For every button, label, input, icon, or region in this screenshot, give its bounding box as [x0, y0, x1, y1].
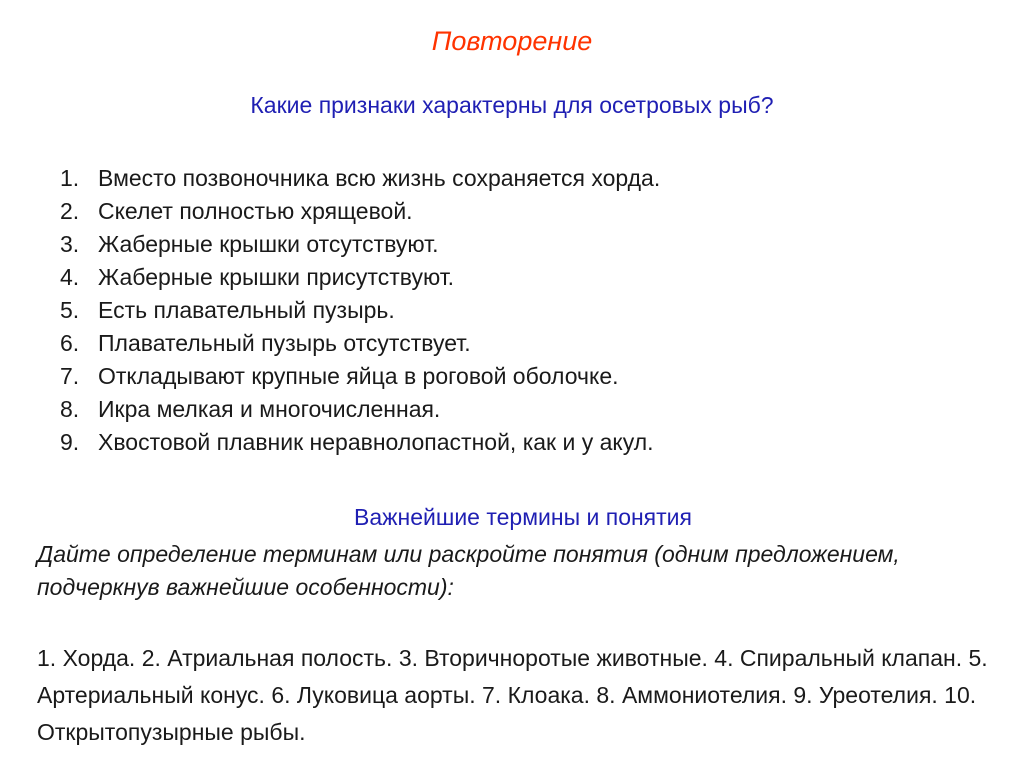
item-number: 2.	[60, 198, 80, 224]
list-item	[60, 162, 660, 195]
traits-list	[60, 162, 660, 459]
list-item	[60, 360, 660, 393]
item-number: 8.	[60, 396, 80, 422]
item-text: Жаберные крышки отсутствуют.	[98, 231, 439, 257]
item-number: 1.	[60, 165, 80, 191]
slide-title: Повторение	[431, 26, 593, 56]
item-text: Хвостовой плавник неравнолопастной, как и у акул.	[98, 429, 654, 455]
item-text: Скелет полностью хрящевой.	[98, 198, 413, 224]
list-item	[60, 228, 660, 261]
list-item	[60, 426, 660, 459]
item-number: 9.	[60, 429, 80, 455]
item-text: Икра мелкая и многочисленная.	[98, 396, 441, 422]
list-item	[60, 393, 660, 426]
list-item	[60, 327, 660, 360]
item-text: Жаберные крышки присутствуют.	[98, 264, 455, 290]
item-number: 6.	[60, 330, 80, 356]
list-item	[60, 195, 660, 228]
item-number: 4.	[60, 264, 80, 290]
terms-heading: Важнейшие термины и понятия	[354, 504, 692, 530]
item-text: Вместо позвоночника всю жизнь сохраняется хорда.	[98, 165, 661, 191]
question-heading: Какие признаки характерны для осетровых рыб?	[250, 92, 774, 118]
item-text: Откладывают крупные яйца в роговой оболочке.	[98, 363, 619, 389]
item-number: 5.	[60, 297, 80, 323]
item-number: 7.	[60, 363, 80, 389]
item-text: Плавательный пузырь отсутствует.	[98, 330, 471, 356]
list-item	[60, 261, 660, 294]
item-number: 3.	[60, 231, 80, 257]
list-item	[60, 294, 660, 327]
item-text: Есть плавательный пузырь.	[98, 297, 395, 323]
task-instruction: Дайте определение терминам или раскройте понятия (одним предложением, подчеркнув важнейшие особенности):	[37, 541, 900, 600]
terms-list: 1. Хорда. 2. Атриальная полость. 3. Вторичноротые животные. 4. Спиральный клапан. 5. Артериальный конус. 6. Луковица аорты. 7. Клоака. 8. Аммониотелия. 9. Уреотелия. 10. Открытопузырные рыбы.	[37, 645, 988, 745]
